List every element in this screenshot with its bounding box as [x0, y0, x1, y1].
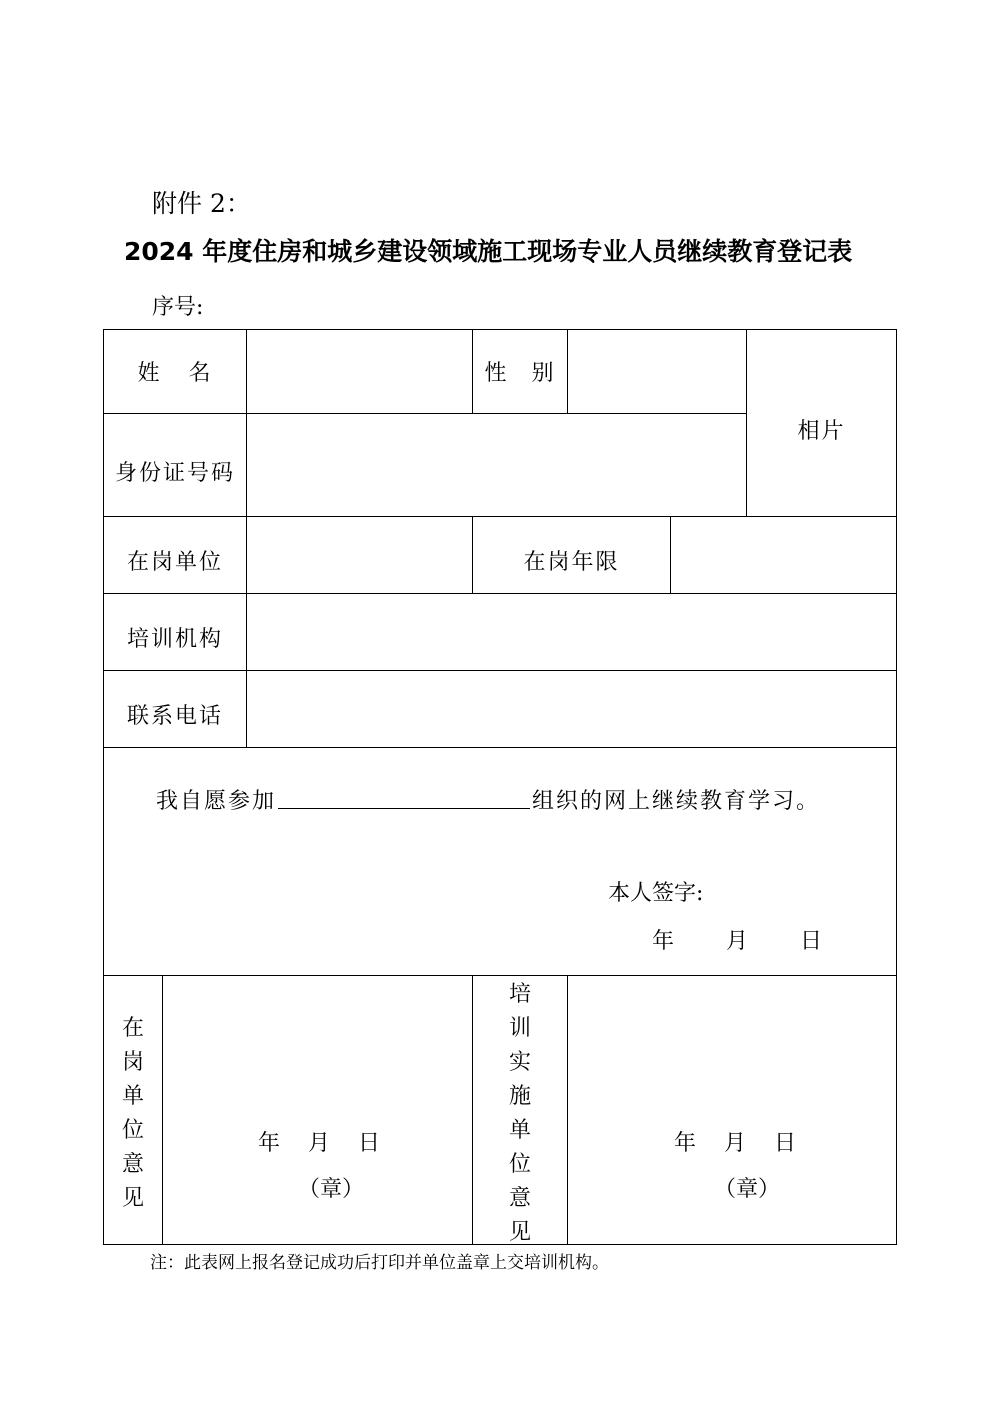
- trainer-seal-label: （章）: [714, 1177, 781, 1202]
- gender-field[interactable]: [568, 330, 746, 413]
- label-char: 在: [121, 1016, 144, 1041]
- label-char: 单: [508, 1118, 531, 1143]
- date-day-label: 日: [774, 1131, 797, 1156]
- date-day-label: 日: [358, 1131, 381, 1156]
- footer-note: 注：此表网上报名登记成功后打印并单位盖章上交培训机构。: [150, 1253, 609, 1273]
- label-char: 岗: [121, 1050, 144, 1075]
- trainer-opinion-label: [473, 978, 567, 1250]
- label-char: 意: [508, 1186, 531, 1211]
- table-border-right: [896, 329, 897, 1245]
- employer-label: 在岗单位: [126, 549, 223, 575]
- trainer-opinion-date: [674, 1126, 796, 1157]
- label-char: 施: [508, 1084, 531, 1109]
- years-field[interactable]: [671, 517, 896, 593]
- serial-label: 序号:: [152, 295, 204, 320]
- label-char: 意: [121, 1152, 144, 1177]
- name-label: 姓 名: [137, 361, 213, 386]
- trainer-opinion-field[interactable]: [568, 976, 896, 1244]
- label-char: 培: [508, 982, 531, 1007]
- date-month-label: 月: [726, 929, 749, 954]
- date-day-label: 日: [800, 929, 823, 954]
- date-year-label: 年: [652, 929, 675, 954]
- phone-field[interactable]: [247, 671, 896, 747]
- employer-opinion-label: [104, 1012, 162, 1216]
- date-year-label: 年: [258, 1131, 281, 1156]
- attachment-label: 附件 2：: [152, 189, 251, 218]
- pledge-org-blank[interactable]: [278, 784, 530, 809]
- label-char: 位: [121, 1118, 144, 1143]
- signature-label: 本人签字:: [608, 881, 704, 906]
- date-year-label: 年: [674, 1131, 697, 1156]
- training-org-label: 培训机构: [126, 626, 223, 652]
- pledge-prefix: 我自愿参加: [156, 789, 277, 814]
- pledge-statement: [156, 784, 820, 815]
- date-month-label: 月: [308, 1131, 331, 1156]
- employer-opinion-date: [258, 1126, 380, 1157]
- label-char: 见: [121, 1186, 144, 1211]
- name-field[interactable]: [247, 330, 472, 413]
- employer-field[interactable]: [247, 517, 472, 593]
- id-number-label: 身份证号码: [114, 460, 235, 486]
- signature-field[interactable]: [720, 872, 880, 904]
- phone-label: 联系电话: [126, 703, 223, 729]
- form-title: 2024 年度住房和城乡建设领域施工现场专业人员继续教育登记表: [124, 237, 853, 266]
- label-char: 见: [508, 1220, 531, 1245]
- label-char: 实: [508, 1050, 531, 1075]
- gender-label: 性 别: [484, 361, 556, 386]
- label-char: 单: [121, 1084, 144, 1109]
- label-char: 位: [508, 1152, 531, 1177]
- training-org-field[interactable]: [247, 594, 896, 670]
- years-label: 在岗年限: [523, 549, 620, 575]
- id-number-field[interactable]: [247, 414, 746, 516]
- employer-opinion-field[interactable]: [163, 976, 472, 1244]
- row-divider: [103, 747, 897, 748]
- label-char: 训: [508, 1016, 531, 1041]
- pledge-date: [652, 924, 822, 955]
- employer-seal-label: （章）: [298, 1177, 365, 1202]
- pledge-suffix: 组织的网上继续教育学习。: [532, 789, 821, 814]
- photo-label: 相片: [797, 419, 846, 444]
- date-month-label: 月: [724, 1131, 747, 1156]
